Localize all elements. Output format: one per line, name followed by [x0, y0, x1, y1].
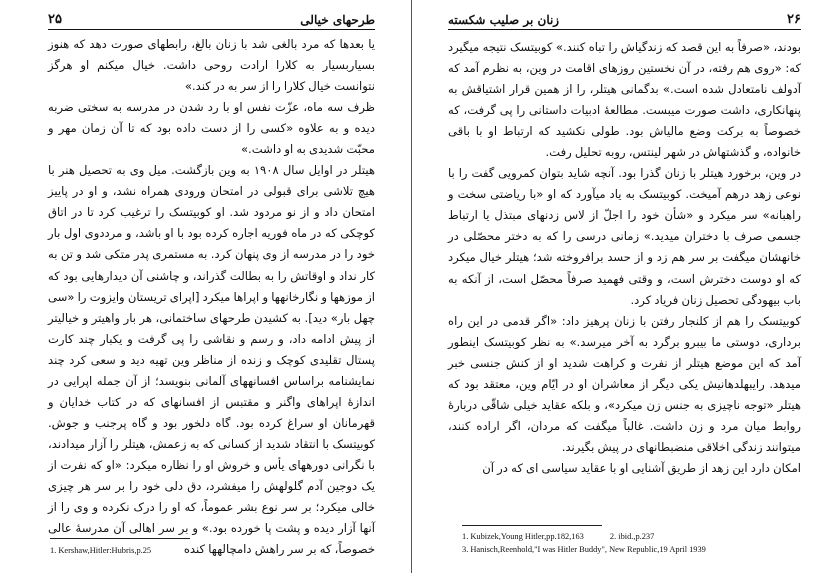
right-footnote-rule [462, 525, 602, 526]
right-paragraph-3: کوبیتسک را هم از کلنجار رفتن با زنان پرهیز داد: «اگر قدمی در این راه برداری، دوستی ما بیبرو برگرد به آخر میرسد.» به نظر کوبیتسک اینطور آمد که این موضع هیتلر از نفرت و کراهت شدید او از کنش جنسی خبر میدهد. رایبهلدهانیش یکی دیگر از معاشران او در ایّام وین، معتقد بود که هیتلر «توجه ناچیزی به جنس زن میکرد»، و بلکه عقاید خیلی شاقّی دربارهٔ روابط میان مرد و زن داشت. غالباً میگفت که مردان، اگر اراده کنند، میتوانند زندگی اخلاقی منضبطانهای در پیش بگیرند. [448, 313, 801, 454]
left-footnote-1: 1. Kershaw,Hitler:Hubris,p.25 [50, 546, 152, 555]
right-page [412, 0, 831, 573]
left-footnotes [50, 544, 151, 557]
left-paragraph-3: هیتلر در اوایل سال ۱۹۰۸ به وین بازگشت. میل وی به تحصیل هنر با هیچ تلاشی برای قبولی در امتحان ورودی همراه نشد، و او در پاییز امتحان داد و از نو مردود شد. او کوبیتسک را ترغیب کرد تا در اتاق کوچکی که در ماه فوریه اجاره کرده بود با او باشد، و مرددوی اول بار خود را در مدرسه از وی پنهان کرد. به مستمری پدر متکی شد و تن به کار نداد و اوقاتش را به بطالت گذراند، و چاشنی آن دیدارهایی بود که از موزهها و نگارخانهها و اپراها میکرد [اپرای تریستان وایزوت را «سی چهل بار» دید]. به کشیدن طرحهای ساختمانی، هر بار واهیتر و خیالیتر از پیش ادامه داد، و رسم و نقاشی را پی گرفت و یکبار چند کارت پستال تقلیدی کوچک و زنده از مناظر وین تهیه دید و سعی کرد چند نمایشنامه براساس افسانههای آلمانی بنویسد؛ از آن جمله اپرایی در اندازهٔ اپراهای واگنر و مقتبس از افسانهای که در کتاب خدایان و قهرمانان او سراغ کرده بود. گاه دلخور بود و گاه پرجنب و جوش. کوبیتسک با انتقاد شدید از کسانی که به زعمش، هیتلر را آزار میدادند، با نگرانی دورههای یأس و خروش او را نظاره میکرد: «او که نفرت از یک دوجین آدم گلولهش را میفشرد، دق دلی خود را بر سر هر چیزی خالی میکرد؛ بر سر نوع بشر عموماً، که او را درک نکرده و وی را از آنها آزار دیده و پشت پا خورده بود.» و بر سر اهالی آن مدرسهٔ عالی خصوصاً، که بر سر راهش دامچالهها کنده [48, 163, 376, 557]
right-footnote-1: 1. Kubizek,Young Hitler,pp.182,163 [462, 532, 584, 541]
left-page [0, 0, 412, 573]
left-paragraph-1: یا بعدها که مرد بالغی شد با زنان بالغ، رابطهای صورت دهد که هنوز بسیاربسیار به کلارا ارادت روحی داشت. خیال میکنم او هرگز نتوانست خیال کلارا را از سر به در کند.» [48, 37, 375, 94]
left-page-number: ۲۵ [48, 12, 62, 27]
right-running-title: زنان بر صلیب شکسته [448, 13, 560, 27]
right-footnote-2: 2. ibid.,p.237 [609, 532, 655, 541]
right-paragraph-2: در وین، برخورد هیتلر با زنان گذرا بود. آنچه شاید بتوان کمرویی گفت را با نوعی زهد درهم آمیخت. کوبیتسک به یاد میآورد که او «با ریاضتی سخت و راهبانه» سر میکرد و «شأن خود را اجلّ از لاس زدنهای مبتذل یا ارتباط جسمی صرف با دختران میدید.» زمانی درسی را که به دختر محصّلی در خانهشان میگفت بر سر هم زد و از حسد برافروخته شد؛ هیتلر خیال میکرد که او دوست دخترش است، و وقتی فهمید صرفاً محصّل است، از آنکه به باب بیهودگی تحصیل زنان فریاد کرد. [448, 166, 801, 307]
left-page-header [48, 8, 375, 30]
right-footnotes [462, 530, 706, 556]
left-paragraph-2: ظرف سه ماه، عزّت نفس او با رد شدن در مدرسه به سختی ضربه دیده و به علاوه «کسی را از دست داده بود که تا آن زمان مهر و محبّت شدیدی به او داشت.» [48, 100, 375, 157]
left-body-text [48, 34, 375, 560]
right-footnote-3: 3. Hanisch,Reenhold,"I was Hitler Buddy", New Republic,19 April 1939 [462, 545, 706, 554]
right-paragraph-4: امکان دارد این زهد از طریق آشنایی او با عقاید سیاسی ای که در آن [482, 460, 801, 475]
left-running-title: طرحهای خیالی [300, 13, 375, 27]
right-page-header [448, 8, 801, 30]
right-footnote-line-2 [462, 543, 706, 556]
right-page-number: ۲۶ [787, 12, 801, 27]
right-paragraph-1: بودند، «صرفاً به این قصد که زندگیاش را تباه کنند.» کوبیتسک نتیجه میگیرد که: «روی هم رفته، در آن نخستین روزهای اقامت در وین، به نظرم آمد که آدولف نامتعادل شده است.» بدگمانی هیتلر، را از همین قرار اشتیاقش به پنهانکاری، داشت صورت میبست. مطالعهٔ ادبیات داستانی را پی گرفت، که خصوصاً به برکت وضع مالیاش بود. طولی نکشید که ارتباط او با باقی خانواده، و گذشتهاش در شهر لینتس، روبه تحلیل رفت. [448, 40, 801, 160]
right-footnote-line-1 [462, 530, 706, 543]
left-footnote-rule [50, 538, 190, 539]
right-body-text [448, 37, 801, 479]
